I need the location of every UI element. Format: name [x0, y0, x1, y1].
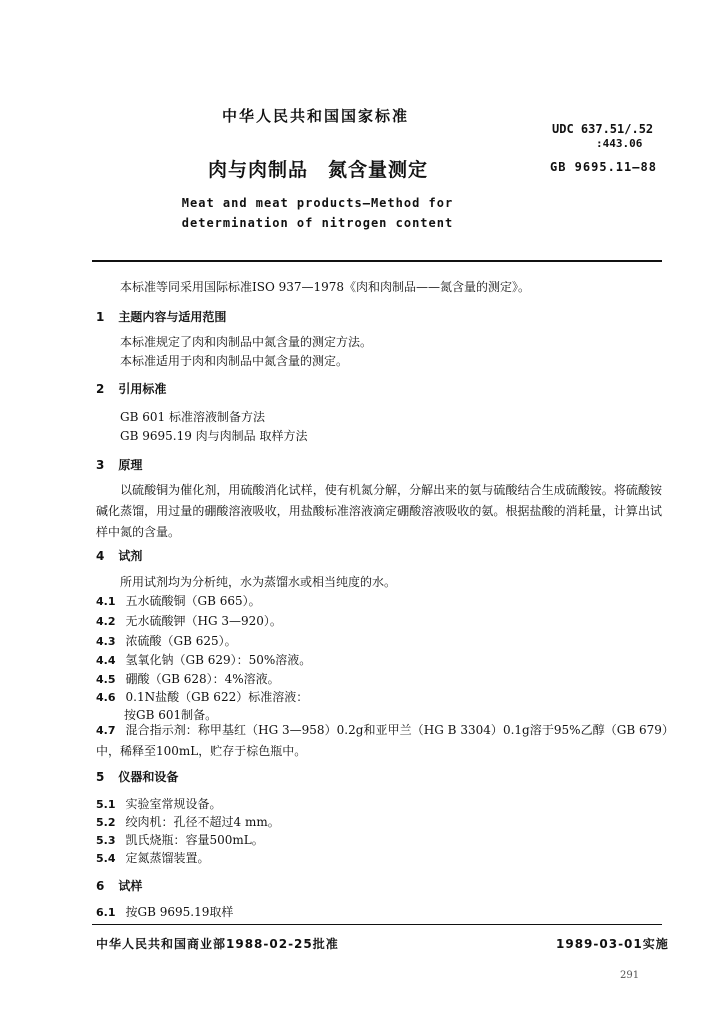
section-2-line: GB 9695.19 肉与肉制品 取样方法 — [120, 429, 308, 443]
section-3-paragraph: 以硫酸铜为催化剂，用硫酸消化试样，使有机氮分解，分解出来的氨与硫酸结合生成硫酸铵。将硫酸铵碱化蒸馏，用过量的硼酸溶液吸收，用盐酸标准溶液滴定硼酸溶液吸收的氨。根据盐酸的消耗量，计算出试样中氮的含量。 — [96, 483, 662, 539]
section-2-heading — [96, 380, 166, 397]
section-1-heading — [96, 308, 226, 325]
section-1-line: 本标准规定了肉和肉制品中氮含量的测定方法。 — [120, 335, 373, 349]
section-number: 2 — [96, 382, 105, 396]
section-5-heading — [96, 768, 178, 785]
section-4-heading — [96, 547, 142, 564]
header-divider — [92, 260, 662, 262]
section-number: 3 — [96, 458, 105, 472]
section-title: 引用标准 — [118, 382, 167, 396]
document-title-english-line1: Meat and meat products—Method for — [181, 196, 454, 210]
section-number: 4 — [96, 549, 105, 563]
section-number: 5 — [96, 770, 105, 784]
equipment-item: 5.2 绞肉机：孔径不超过4 mm。 — [96, 815, 280, 829]
reagent-item: 4.2 无水硫酸钾（HG 3—920）。 — [96, 614, 282, 628]
section-title: 主题内容与适用范围 — [118, 310, 227, 324]
section-title: 试剂 — [118, 549, 143, 563]
reagent-item: 4.5 硼酸（GB 628）：4%溶液。 — [96, 672, 280, 686]
gb-standard-code: GB 9695.11—88 — [550, 160, 657, 174]
section-number: 1 — [96, 310, 105, 324]
equipment-item: 5.4 定氮蒸馏装置。 — [96, 851, 210, 865]
udc-code-line2: :443.06 — [596, 137, 643, 150]
equipment-item: 5.1 实验室常规设备。 — [96, 797, 222, 811]
standard-name: 中华人民共和国国家标准 — [222, 107, 410, 125]
section-1-line: 本标准适用于肉和肉制品中氮含量的测定。 — [120, 354, 349, 368]
reagent-subline: 按GB 601制备。 — [124, 708, 218, 722]
sample-item: 6.1 按GB 9695.19取样 — [96, 905, 234, 919]
page-number: 291 — [620, 970, 640, 981]
section-title: 试样 — [118, 879, 143, 893]
section-4-lead: 所用试剂均为分析纯，水为蒸馏水或相当纯度的水。 — [120, 575, 397, 589]
intro-statement: 本标准等同采用国际标准ISO 937—1978《肉和肉制品——氮含量的测定》。 — [120, 280, 531, 294]
section-title: 仪器和设备 — [118, 770, 179, 784]
approval-statement: 中华人民共和国商业部1988-02-25批准 — [96, 937, 339, 951]
udc-code-line1: UDC 637.51/.52 — [552, 122, 654, 136]
reagent-item-4-7: 4.7 混合指示剂：称甲基红（HG 3—958）0.2g和亚甲兰（HG B 3304）0.1g溶于95%乙醇（GB 679）中，稀释至100mL，贮存于棕色瓶中。 — [96, 723, 668, 758]
section-2-line: GB 601 标准溶液制备方法 — [120, 410, 265, 424]
effective-date: 1989-03-01实施 — [556, 937, 669, 951]
section-3-heading — [96, 456, 142, 473]
section-title: 原理 — [118, 458, 143, 472]
section-6-heading — [96, 877, 142, 894]
document-title-english-line2: determination of nitrogen content — [181, 216, 454, 230]
footer-divider — [92, 924, 662, 925]
reagent-item: 4.1 五水硫酸铜（GB 665）。 — [96, 594, 261, 608]
reagent-item: 4.4 氢氧化钠（GB 629）：50%溶液。 — [96, 653, 312, 667]
reagent-item: 4.3 浓硫酸（GB 625）。 — [96, 634, 237, 648]
reagent-item: 4.6 0.1N盐酸（GB 622）标准溶液： — [96, 690, 309, 704]
document-title-chinese: 肉与肉制品 氮含量测定 — [208, 159, 429, 181]
equipment-item: 5.3 凯氏烧瓶：容量500mL。 — [96, 833, 264, 847]
section-number: 6 — [96, 879, 105, 893]
